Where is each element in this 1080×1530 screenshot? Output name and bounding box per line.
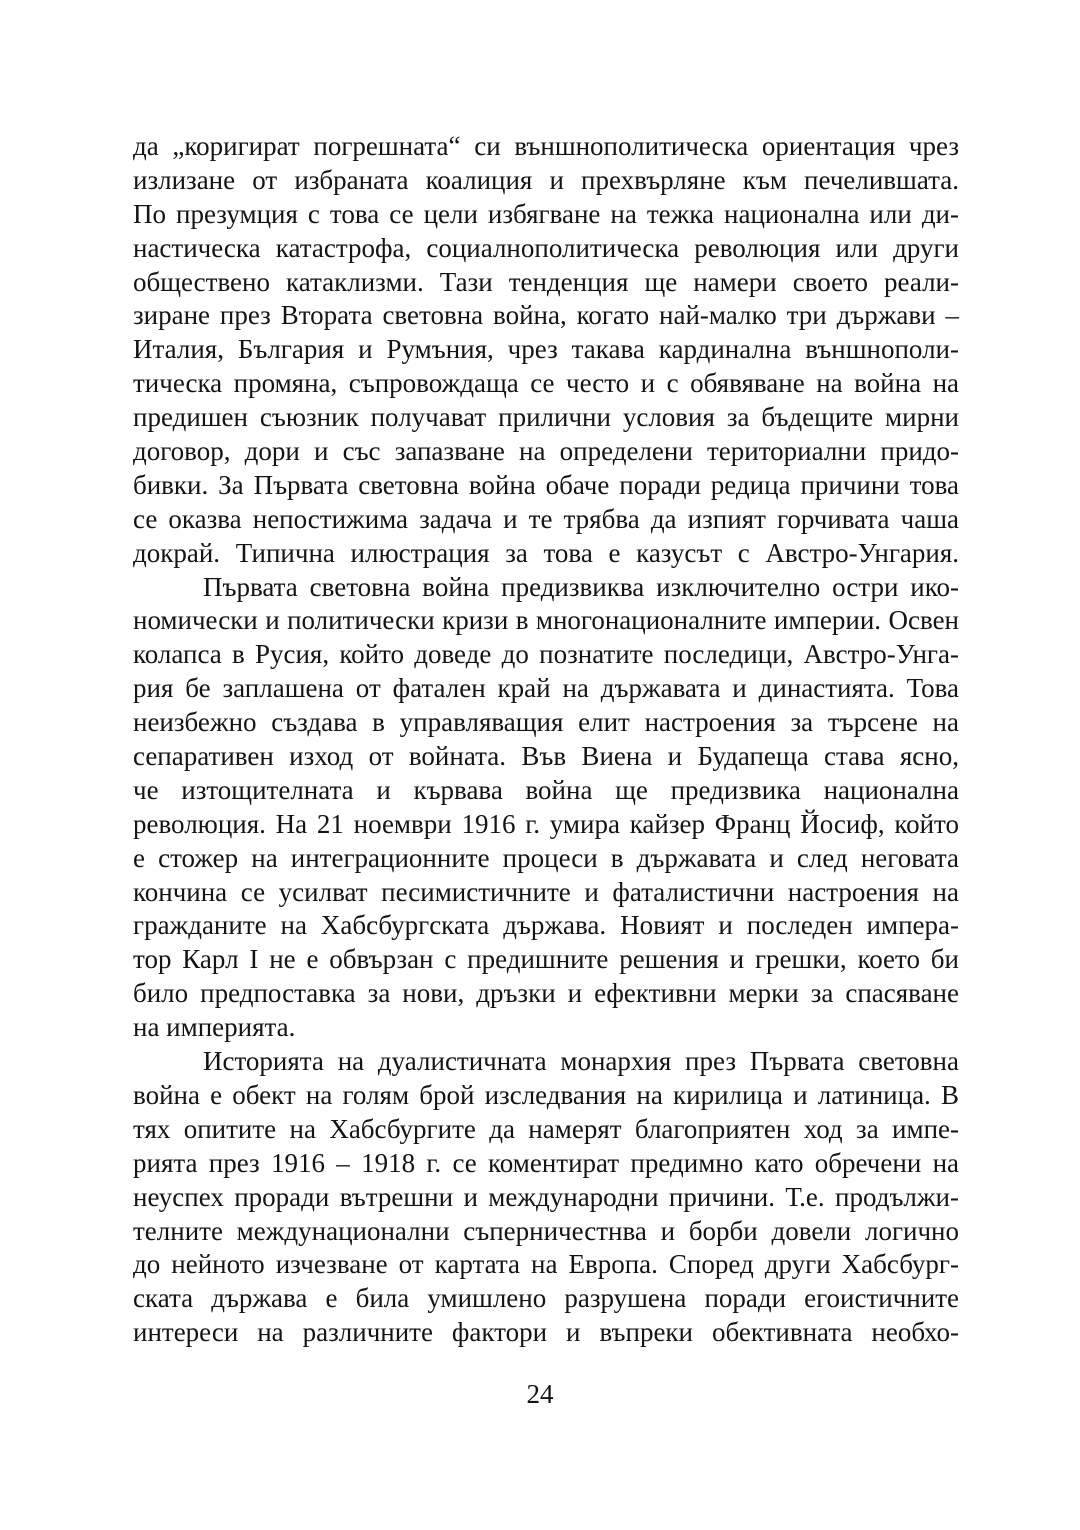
- text-line: до нейното изчезване от картата на Европа. Според други Хабсбург-: [133, 1249, 959, 1280]
- text-line: било предпоставка за нови, дръзки и ефективни мерки за спасяване: [133, 978, 959, 1009]
- text-line: война е обект на голям брой изследвания на кирилица и латиница. В: [133, 1079, 959, 1110]
- text-line: зиране през Втората световна война, когато най-малко три държави –: [133, 300, 959, 331]
- text-line: По презумция с това се цели избягване на тежка национална или ди-: [133, 198, 959, 229]
- page-number: 24: [526, 1379, 554, 1409]
- body-text: [133, 130, 959, 1350]
- paragraph: [133, 130, 959, 571]
- text-line: Първата световна война предизвиква изключително остри ико-: [203, 571, 959, 602]
- text-line: колапса в Русия, който доведе до познатите последици, Австро-Унга-: [133, 639, 959, 670]
- text-line: революция. На 21 ноември 1916 г. умира кайзер Франц Йосиф, който: [133, 808, 959, 839]
- text-line: неуспех проради вътрешни и международни причини. Т.е. продължи-: [133, 1181, 959, 1212]
- paragraph: [133, 1045, 959, 1350]
- text-line: договор, дори и със запазване на определени териториални придо-: [133, 436, 959, 467]
- text-line: предишен съюзник получават прилични условия за бъдещите мирни: [133, 402, 959, 433]
- text-line: телните междунационални съперничестнва и борби довели логично: [133, 1215, 959, 1246]
- text-line: докрай. Типична илюстрация за това е казусът с Австро-Унгария.: [133, 537, 959, 568]
- text-line: неизбежно създава в управляващия елит настроения за търсене на: [133, 707, 959, 738]
- text-line: тическа промяна, съпровождаща се често и с обявяване на война на: [133, 368, 959, 399]
- text-line: настическа катастрофа, социалнополитическа революция или други: [133, 232, 959, 263]
- text-line: номически и политически кризи в многонационалните империи. Освен: [133, 605, 959, 636]
- paragraph: [133, 571, 959, 1045]
- text-line: излизане от избраната коалиция и прехвърляне към печелившата.: [133, 164, 959, 195]
- text-line: Историята на дуалистичната монархия през Първата световна: [203, 1046, 959, 1077]
- text-line: че изтощителната и кървава война ще предизвика национална: [133, 774, 959, 805]
- text-line: да „коригират погрешната“ си външнополитическа ориентация чрез: [133, 131, 959, 161]
- text-line: кончина се усилват песимистичните и фаталистични настроения на: [133, 876, 959, 907]
- text-line: рията през 1916 – 1918 г. се коментират предимно като обречени на: [133, 1147, 959, 1178]
- text-line: бивки. За Първата световна война обаче поради редица причини това: [133, 469, 959, 500]
- text-line: Италия, България и Румъния, чрез такава кардинална външнополи-: [133, 334, 959, 365]
- text-line: се оказва непостижима задача и те трябва да изпият горчивата чаша: [133, 503, 959, 534]
- text-line: гражданите на Хабсбургската държава. Новият и последен импера-: [133, 910, 959, 941]
- text-line: на империята.: [133, 1012, 296, 1043]
- text-line: тор Карл I не е обвързан с предишните решения и грешки, което би: [133, 944, 959, 975]
- text-line: обществено катаклизми. Тази тенденция ще намери своето реали-: [133, 266, 959, 297]
- text-line: е стожер на интеграционните процеси в държавата и след неговата: [133, 842, 959, 873]
- text-line: сепаративен изход от войната. Във Виена и Будапеща става ясно,: [133, 741, 959, 772]
- text-line: интереси на различните фактори и въпреки обективната необхо-: [133, 1317, 959, 1348]
- text-line: рия бе заплашена от фатален край на държавата и династията. Това: [133, 673, 959, 704]
- text-line: ската държава е била умишлено разрушена поради егоистичните: [133, 1283, 959, 1314]
- text-line: тях опитите на Хабсбургите да намерят благоприятен ход за импе-: [133, 1113, 959, 1144]
